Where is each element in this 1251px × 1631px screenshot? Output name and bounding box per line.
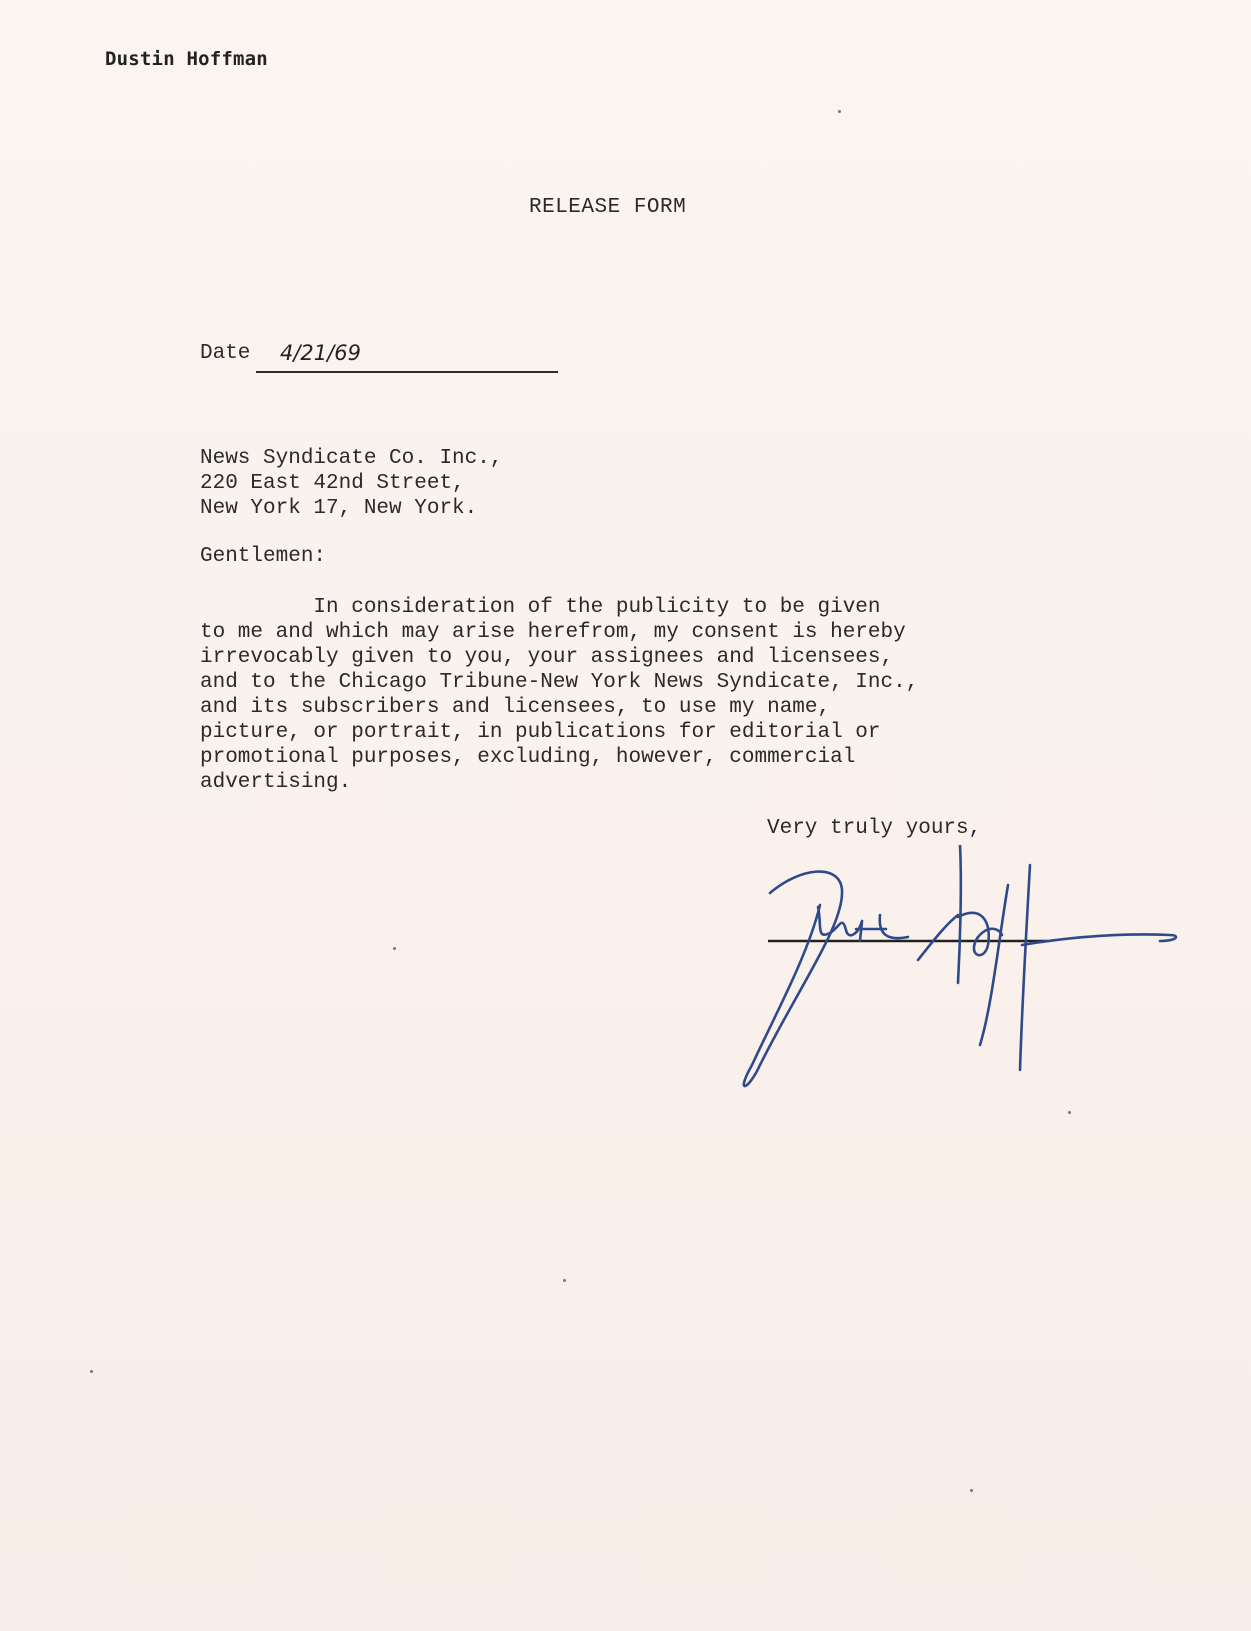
body-line: and to the Chicago Tribune-New York News Syndicate, Inc.,	[200, 671, 919, 694]
paper-speck	[970, 1489, 973, 1492]
paper-speck	[90, 1370, 93, 1373]
date-value: 4/21/69	[280, 341, 361, 365]
date-underline	[256, 371, 558, 373]
body-line: to me and which may arise herefrom, my consent is hereby	[200, 621, 906, 644]
address-line: 220 East 42nd Street,	[200, 472, 465, 495]
closing: Very truly yours,	[767, 817, 982, 840]
body-line: In consideration of the publicity to be given	[200, 596, 881, 619]
header-name: Dustin Hoffman	[105, 48, 268, 70]
paper-speck	[838, 110, 841, 113]
signature-strokes	[744, 845, 1176, 1086]
paper-speck	[393, 947, 396, 950]
recipient-address	[200, 446, 502, 521]
handwritten-signature	[730, 845, 1200, 1095]
body-line: and its subscribers and licensees, to use my name,	[200, 696, 831, 719]
address-line: New York 17, New York.	[200, 497, 478, 520]
document-title: RELEASE FORM	[529, 196, 687, 219]
release-body	[200, 595, 918, 795]
body-line: irrevocably given to you, your assignees and licensees,	[200, 646, 894, 669]
address-line: News Syndicate Co. Inc.,	[200, 447, 503, 470]
paper-speck	[1068, 1111, 1071, 1114]
body-line: advertising.	[200, 771, 352, 794]
date-label: Date	[200, 342, 251, 365]
body-line: promotional purposes, excluding, however, commercial	[200, 746, 856, 769]
body-line: picture, or portrait, in publications for editorial or	[200, 721, 881, 744]
salutation: Gentlemen:	[200, 545, 327, 568]
paper-speck	[563, 1279, 566, 1282]
